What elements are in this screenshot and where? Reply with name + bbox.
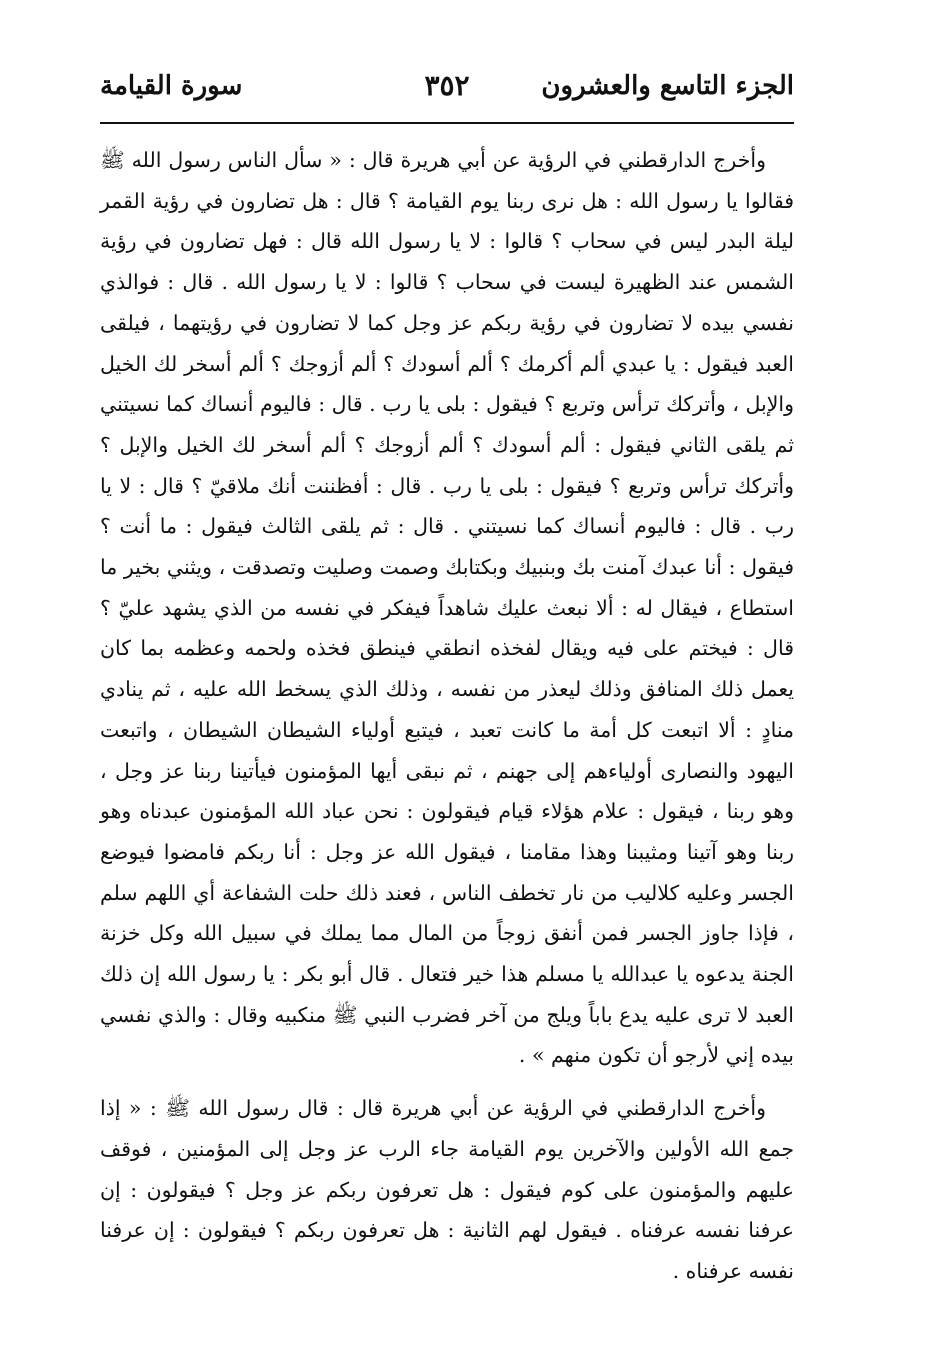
surah-title: سورة القيامة — [100, 71, 243, 101]
running-header — [100, 66, 794, 116]
part-title: الجزء التاسع والعشرون — [541, 71, 794, 101]
header-rule — [100, 122, 794, 124]
paragraph-1: وأخرج الدارقطني في الرؤية عن أبي هريرة قال : « سأل الناس رسول الله ﷺ فقالوا يا رسول الله : هل نرى ربنا يوم القيامة ؟ قال : هل تضارون في رؤية القمر ليلة البدر ليس في سحاب ؟ قالوا : لا يا رسول الله قال : فهل تضارون في رؤية الشمس عند الظهيرة ليست في سحاب ؟ قالوا : لا يا رسول الله . قال : فوالذي نفسي بيده لا تضارون في رؤية ربكم عز وجل كما لا تضارون في رؤيتهما ، فيلقى العبد فيقول : يا عبدي ألم أكرمك ؟ ألم أسودك ؟ ألم أزوجك ؟ ألم أسخر لك الخيل والإبل ، وأتركك ترأس وتربع ؟ فيقول : بلى يا رب . قال : فاليوم أنساك كما نسيتني ثم يلقى الثاني فيقول : ألم أسودك ؟ ألم أزوجك ؟ ألم أسخر لك الخيل والإبل ؟ وأتركك ترأس وتربع ؟ فيقول : بلى يا رب . قال : أفظننت أنك ملاقيّ ؟ قال : لا يا رب . قال : فاليوم أنساك كما نسيتني . قال : ثم يلقى الثالث فيقول : ما أنت ؟ فيقول : أنا عبدك آمنت بك وبنبيك وبكتابك وصمت وصليت وتصدقت ، ويثني بخير ما استطاع ، فيقال له : ألا نبعث عليك شاهداً فيفكر في نفسه من الذي يشهد عليّ ؟ قال : فيختم على فيه ويقال لفخذه انطقي فينطق فخذه ولحمه وعظمه بما كان يعمل ذلك المنافق وذلك ليعذر من نفسه ، وذلك الذي يسخط الله عليه ، ثم ينادي منادٍ : ألا اتبعت كل أمة ما كانت تعبد ، فيتبع أولياء الشيطان الشيطان ، واتبعت اليهود والنصارى أولياءهم إلى جهنم ، ثم نبقى أيها المؤمنون فيأتينا ربنا عز وجل ، وهو ربنا ، فيقول : علام هؤلاء قيام فيقولون : نحن عباد الله المؤمنون عبدناه وهو ربنا وهو آتينا ومثيبنا وهذا مقامنا ، فيقول الله عز وجل : أنا ربكم فامضوا فيوضع الجسر وعليه كلاليب من نار تخطف الناس ، فعند ذلك حلت الشفاعة أي اللهم سلم ، فإذا جاوز الجسر فمن أنفق زوجاً من المال مما يملك في سبيل الله وكل خزنة الجنة يدعوه يا عبدالله يا مسلم هذا خير فتعال . قال أبو بكر : يا رسول الله إن ذلك العبد لا ترى عليه يدع باباً ويلج من آخر فضرب النبي ﷺ منكبيه وقال : والذي نفسي بيده إني لأرجو أن تكون منهم » . — [100, 148, 794, 1068]
paragraph-2: وأخرج الدارقطني في الرؤية عن أبي هريرة قال : قال رسول الله ﷺ : « إذا جمع الله الأولين والآخرين يوم القيامة جاء الرب عز وجل إلى المؤمنين ، فوقف عليهم والمؤمنون على كوم فيقول : هل تعرفون ربكم عز وجل ؟ فيقولون : إن عرفنا نفسه عرفناه . فيقول لهم الثانية : هل تعرفون ربكم ؟ فيقولون : إن عرفنا نفسه عرفناه . — [100, 1096, 794, 1283]
main-text — [100, 140, 794, 1292]
page-number: ٣٥٢ — [424, 69, 470, 102]
